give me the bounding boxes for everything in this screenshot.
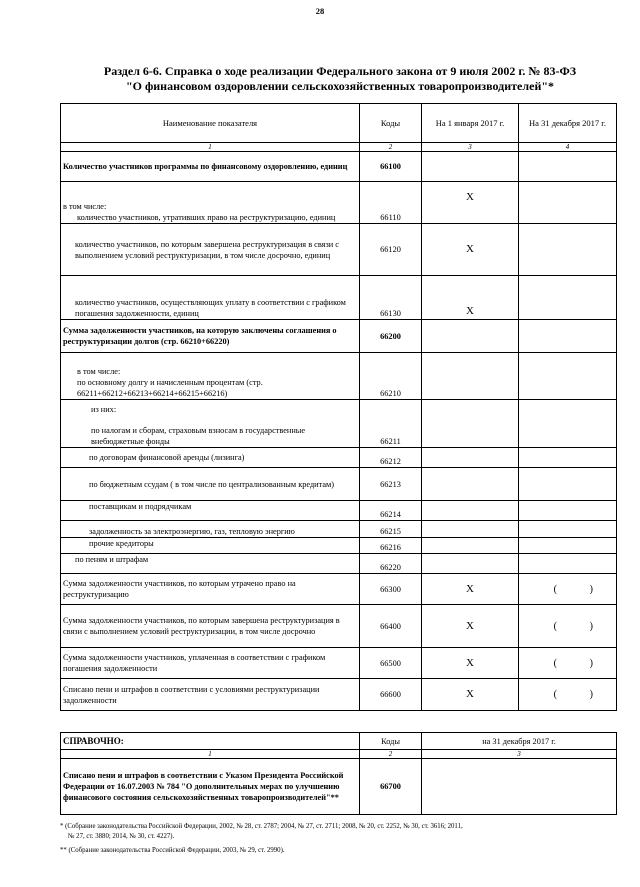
cell-jan[interactable] — [422, 501, 519, 521]
cell-jan-x: X — [422, 648, 519, 679]
row-intro: в том числе: — [63, 202, 107, 211]
cell-dec[interactable] — [519, 554, 617, 574]
col-num: 3 — [422, 143, 519, 152]
cell-jan-x: X — [422, 679, 519, 711]
title-line-1: Раздел 6-6. Справка о ходе реализации Федерального закона от 9 июля 2002 г. № 83-ФЗ — [103, 64, 577, 78]
row-label-cell — [61, 353, 360, 400]
header-name: Наименование показателя — [61, 104, 360, 143]
cell-jan[interactable] — [422, 353, 519, 400]
cell-dec[interactable] — [519, 400, 617, 448]
title-line-2: "О финансовом оздоровлении сельскохозяйственных товаропроизводителей"* — [125, 79, 555, 93]
cell-jan[interactable] — [422, 521, 519, 538]
table-row — [61, 320, 617, 353]
paren-close: ) — [589, 689, 593, 700]
row-label: Количество участников программы по финансовому оздоровлению, единиц — [61, 152, 360, 182]
cell-jan[interactable] — [422, 538, 519, 554]
row-intro: в том числе: — [77, 367, 121, 376]
cell-dec-paren[interactable] — [519, 605, 617, 648]
table-row — [61, 679, 617, 711]
ref-header-date: на 31 декабря 2017 г. — [422, 733, 617, 750]
cell-jan-x: X — [422, 605, 519, 648]
footnote-1 — [60, 822, 620, 842]
header-row — [61, 104, 617, 143]
row-label: Сумма задолженности участников, по которым завершена реструктуризация в связи с выполнением условий реструктуризации, в том числе досрочно — [61, 605, 360, 648]
row-code: 66212 — [360, 448, 422, 468]
row-label: по налогам и сборам, страховым взносам в государственные внебюджетные фонды — [91, 426, 306, 446]
table-row — [61, 400, 617, 448]
row-label: количество участников, осуществляющих уплату в соответствии с графиком погашения задолженности, единиц — [61, 276, 360, 320]
paren-close: ) — [589, 657, 593, 669]
table-row — [61, 574, 617, 605]
row-label: Сумма задолженности участников, по которым утрачено право на реструктуризацию — [61, 574, 360, 605]
header-dec: На 31 декабря 2017 г. — [519, 104, 617, 143]
table-row — [61, 501, 617, 521]
footnote-2: ** (Собрание законодательства Российской Федерации, 2003, № 29, ст. 2990). — [60, 847, 285, 854]
ref-header-label: СПРАВОЧНО: — [61, 733, 360, 750]
row-label: по бюджетным ссудам ( в том числе по централизованным кредитам) — [61, 468, 360, 501]
cell-jan[interactable] — [422, 320, 519, 353]
page-number: 28 — [315, 6, 325, 16]
row-label: задолженность за электроэнергию, газ, тепловую энергию — [61, 521, 360, 538]
cell-dec[interactable] — [519, 152, 617, 182]
row-label: Сумма задолженности участников, на которую заключены соглашения о реструктуризации долгов (стр. 66210+66220) — [61, 320, 360, 353]
cell-dec[interactable] — [519, 468, 617, 501]
table-row — [61, 554, 617, 574]
cell-dec-paren[interactable] — [519, 679, 617, 711]
col-num: 1 — [61, 750, 360, 759]
paren-close: ) — [589, 620, 593, 632]
cell-jan[interactable] — [422, 152, 519, 182]
cell-dec-paren[interactable] — [519, 648, 617, 679]
footnote-1-line-1: * (Собрание законодательства Российской Федерации, 2002, № 28, ст. 2787; 2004, № 27, ст. 2711; 2008, № 20, ст. 2252, № 30, ст. 3616; 2011, — [60, 823, 463, 830]
table-row — [61, 648, 617, 679]
col-num: 2 — [360, 143, 422, 152]
row-label: прочие кредиторы — [61, 538, 360, 554]
table-row — [61, 276, 617, 320]
row-code: 66300 — [360, 574, 422, 605]
cell-jan-x: X — [422, 182, 519, 224]
footnote-1-line-2: № 27, ст. 3880; 2014, № 30, ст. 4227). — [68, 833, 175, 840]
row-code: 66100 — [360, 152, 422, 182]
row-label: по пеням и штрафам — [61, 554, 360, 574]
section-title — [60, 64, 620, 94]
cell-jan-x: X — [422, 224, 519, 276]
table-row — [61, 521, 617, 538]
col-num: 2 — [360, 750, 422, 759]
row-code: 66220 — [360, 554, 422, 574]
header-jan: На 1 января 2017 г. — [422, 104, 519, 143]
cell-dec[interactable] — [519, 538, 617, 554]
table-row — [61, 152, 617, 182]
table-row — [61, 182, 617, 224]
row-code: 66214 — [360, 501, 422, 521]
col-num: 4 — [519, 143, 617, 152]
row-label: Списано пени и штрафов в соответствии с Указом Президента Российской Федерации от 16.07.2003 № 784 "О дополнительных мерах по улучшению финансового состояния сельскохозяйственных товаропроизводителей"** — [61, 759, 360, 815]
row-code: 66211 — [360, 400, 422, 448]
cell-jan[interactable] — [422, 400, 519, 448]
table-row — [61, 448, 617, 468]
col-num: 3 — [422, 750, 617, 759]
row-code: 66130 — [360, 276, 422, 320]
reference-table — [60, 732, 617, 815]
cell-jan-x: X — [422, 276, 519, 320]
ref-column-number-row — [61, 750, 617, 759]
table-row — [61, 605, 617, 648]
row-intro: из них: — [91, 405, 117, 414]
column-number-row — [61, 143, 617, 152]
row-label: по основному долгу и начисленным процентам (стр. 66211+66212+66213+66214+66215+66216) — [77, 378, 263, 398]
cell-dec[interactable] — [519, 182, 617, 224]
row-code: 66200 — [360, 320, 422, 353]
paren-open: ( — [553, 583, 557, 595]
ref-header-row — [61, 733, 617, 750]
row-code: 66120 — [360, 224, 422, 276]
row-label-cell — [61, 400, 360, 448]
row-code: 66215 — [360, 521, 422, 538]
main-table — [60, 103, 617, 711]
cell-dec[interactable] — [519, 448, 617, 468]
row-code: 66700 — [360, 759, 422, 815]
paren-close: ) — [589, 583, 593, 595]
cell-jan[interactable] — [422, 448, 519, 468]
row-label: Сумма задолженности участников, уплаченная в соответствии с графиком погашения задолженности — [61, 648, 360, 679]
row-label: по договорам финансовой аренды (лизинга) — [61, 448, 360, 468]
row-code: 66210 — [360, 353, 422, 400]
row-label: Списано пени и штрафов в соответствии с условиями реструктуризации задолженности — [61, 679, 360, 711]
row-code: 66110 — [360, 182, 422, 224]
table-row — [61, 759, 617, 815]
cell-jan[interactable] — [422, 468, 519, 501]
table-row — [61, 468, 617, 501]
paren-open: ( — [553, 620, 557, 632]
row-label: количество участников, по которым завершена реструктуризация в связи с выполнением условий реструктуризации, в том числе досрочно, единиц — [61, 224, 360, 276]
row-label: количество участников, утративших право на реструктуризацию, единиц — [77, 213, 336, 222]
cell-dec[interactable] — [519, 276, 617, 320]
paren-open: ( — [553, 689, 557, 700]
row-label-cell — [61, 182, 360, 224]
row-code: 66500 — [360, 648, 422, 679]
row-code: 66213 — [360, 468, 422, 501]
cell-dec[interactable] — [519, 320, 617, 353]
row-code: 66216 — [360, 538, 422, 554]
col-num: 1 — [61, 143, 360, 152]
cell-value[interactable] — [422, 759, 617, 815]
cell-dec[interactable] — [519, 224, 617, 276]
cell-jan-x: X — [422, 574, 519, 605]
cell-dec-paren[interactable] — [519, 574, 617, 605]
cell-dec[interactable] — [519, 353, 617, 400]
cell-dec[interactable] — [519, 521, 617, 538]
ref-header-codes: Коды — [360, 733, 422, 750]
header-codes: Коды — [360, 104, 422, 143]
row-code: 66600 — [360, 679, 422, 711]
paren-open: ( — [553, 657, 557, 669]
cell-jan[interactable] — [422, 554, 519, 574]
table-row — [61, 353, 617, 400]
row-label: поставщикам и подрядчикам — [61, 501, 360, 521]
cell-dec[interactable] — [519, 501, 617, 521]
row-code: 66400 — [360, 605, 422, 648]
table-row — [61, 538, 617, 554]
table-row — [61, 224, 617, 276]
